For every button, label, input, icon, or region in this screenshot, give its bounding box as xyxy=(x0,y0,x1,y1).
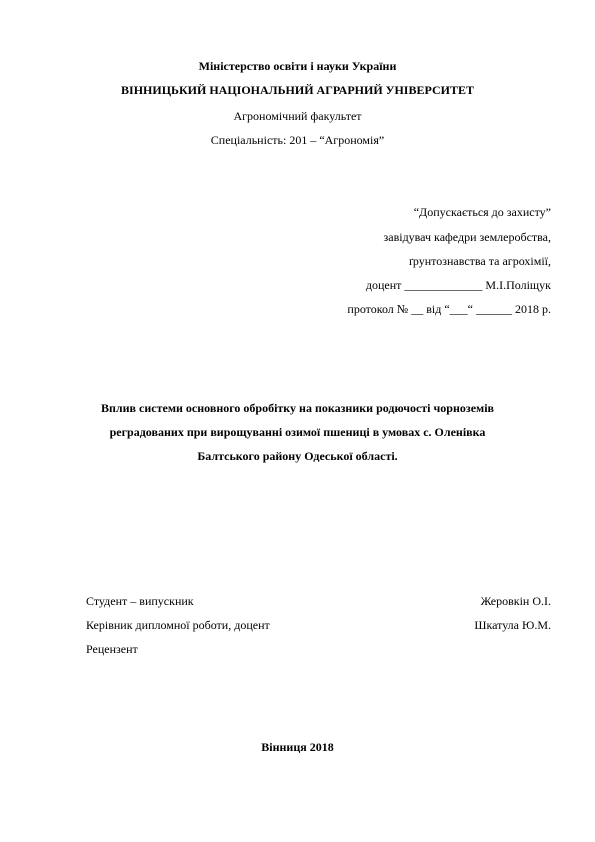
student-role: Студент – випускник xyxy=(86,594,194,608)
supervisor-name: Шкатула Ю.М. xyxy=(474,618,551,632)
thesis-title-line2: реградованих при вирощуванні озимої пшениці в умовах с. Оленівка xyxy=(109,425,486,439)
thesis-title-line1: Вплив системи основного обробітку на показники родючості чорноземів xyxy=(100,401,495,415)
approval-protocol-line: протокол № __ від “___“ ______ 2018 р. xyxy=(347,302,551,316)
approval-department-line1: завідувач кафедри землеробства, xyxy=(383,230,551,244)
approval-signature-line: доцент _____________ М.І.Поліщук xyxy=(365,278,551,292)
thesis-title-line3: Балтського району Одеської області. xyxy=(197,449,398,463)
specialty-line: Спеціальність: 201 – “Агрономія” xyxy=(210,133,385,147)
supervisor-role: Керівник дипломної роботи, доцент xyxy=(86,618,270,632)
approval-heading: “Допускається до захисту” xyxy=(413,205,551,219)
ministry-line: Міністерство освіти і науки України xyxy=(198,59,397,73)
university-name: ВІННИЦЬКИЙ НАЦІОНАЛЬНИЙ АГРАРНИЙ УНІВЕРСИТЕТ xyxy=(121,83,474,97)
faculty-line: Агрономічний факультет xyxy=(233,109,362,123)
approval-department-line2: ґрунтознавства та агрохімії, xyxy=(408,254,551,268)
reviewer-role: Рецензент xyxy=(86,642,138,656)
student-name: Жеровкін О.І. xyxy=(480,594,551,608)
city-year: Вінниця 2018 xyxy=(261,740,334,754)
